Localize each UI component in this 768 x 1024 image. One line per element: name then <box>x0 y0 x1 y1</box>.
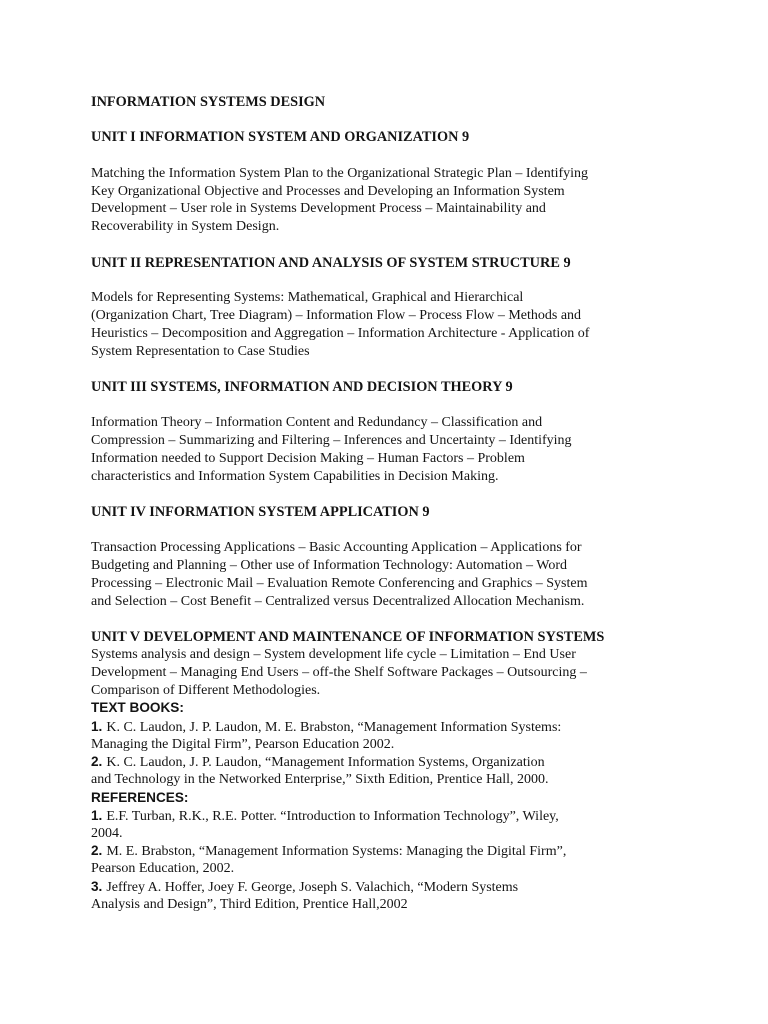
unit-5-text-line: Systems analysis and design – System development life cycle – Limitation – End User <box>91 647 576 662</box>
unit-3-text-line: Compression – Summarizing and Filtering – Inferences and Uncertainty – Identifying <box>91 433 572 448</box>
item-text: K. C. Laudon, J. P. Laudon, M. E. Brabston, “Management Information Systems: <box>106 720 562 735</box>
item-number: 1. <box>91 719 103 734</box>
unit-3-text-line: characteristics and Information System Capabilities in Decision Making. <box>91 469 499 484</box>
unit-5-text-line: Comparison of Different Methodologies. <box>91 683 321 698</box>
reference-item <box>91 878 518 897</box>
item-number: 3. <box>91 879 103 894</box>
reference-item <box>91 842 566 861</box>
unit-2-text-line: (Organization Chart, Tree Diagram) – Information Flow – Process Flow – Methods and <box>91 308 582 323</box>
unit-5-heading: UNIT V DEVELOPMENT AND MAINTENANCE OF INFORMATION SYSTEMS <box>91 629 605 645</box>
unit-4-heading: UNIT IV INFORMATION SYSTEM APPLICATION 9 <box>91 504 430 520</box>
unit-3-text-line: Information needed to Support Decision Making – Human Factors – Problem <box>91 451 525 466</box>
unit-3-text-line: Information Theory – Information Content and Redundancy – Classification and <box>91 415 543 430</box>
unit-2-text-line: System Representation to Case Studies <box>91 344 310 359</box>
text-book-item <box>91 718 561 737</box>
unit-1-text-line: Recoverability in System Design. <box>91 219 280 234</box>
item-text: Jeffrey A. Hoffer, Joey F. George, Joseph S. Valachich, “Modern Systems <box>106 880 519 895</box>
unit-1-text-line: Development – User role in Systems Development Process – Maintainability and <box>91 201 546 216</box>
unit-2-text-line: Models for Representing Systems: Mathematical, Graphical and Hierarchical <box>91 290 524 305</box>
text-book-item-continuation: Managing the Digital Firm”, Pearson Education 2002. <box>91 737 395 752</box>
unit-2-heading: UNIT II REPRESENTATION AND ANALYSIS OF SYSTEM STRUCTURE 9 <box>91 255 571 271</box>
document-title: INFORMATION SYSTEMS DESIGN <box>91 94 326 110</box>
unit-2-text-line: Heuristics – Decomposition and Aggregation – Information Architecture - Application of <box>91 326 590 341</box>
unit-5-text-line: Development – Managing End Users – off-the Shelf Software Packages – Outsourcing – <box>91 665 587 680</box>
item-number: 2. <box>91 843 103 858</box>
reference-item <box>91 807 559 826</box>
unit-1-heading: UNIT I INFORMATION SYSTEM AND ORGANIZATION 9 <box>91 129 470 145</box>
unit-4-text-line: Transaction Processing Applications – Basic Accounting Application – Applications for <box>91 540 582 555</box>
reference-item-continuation: 2004. <box>91 826 123 841</box>
unit-4-text-line: Budgeting and Planning – Other use of Information Technology: Automation – Word <box>91 558 568 573</box>
unit-1-text-line: Matching the Information System Plan to the Organizational Strategic Plan – Identifying <box>91 166 589 181</box>
item-text: M. E. Brabston, “Management Information Systems: Managing the Digital Firm”, <box>106 844 567 859</box>
text-book-item-continuation: and Technology in the Networked Enterprise,” Sixth Edition, Prentice Hall, 2000. <box>91 772 549 787</box>
item-number: 1. <box>91 808 103 823</box>
unit-4-text-line: Processing – Electronic Mail – Evaluation Remote Conferencing and Graphics – System <box>91 576 588 591</box>
references-heading: REFERENCES: <box>91 790 189 805</box>
item-text: E.F. Turban, R.K., R.E. Potter. “Introduction to Information Technology”, Wiley, <box>106 809 559 824</box>
unit-1-text-line: Key Organizational Objective and Processes and Developing an Information System <box>91 184 565 199</box>
reference-item-continuation: Analysis and Design”, Third Edition, Prentice Hall,2002 <box>91 897 408 912</box>
text-books-heading: TEXT BOOKS: <box>91 700 184 715</box>
item-number: 2. <box>91 754 103 769</box>
unit-3-heading: UNIT III SYSTEMS, INFORMATION AND DECISION THEORY 9 <box>91 379 513 395</box>
unit-4-text-line: and Selection – Cost Benefit – Centralized versus Decentralized Allocation Mechanism. <box>91 594 585 609</box>
reference-item-continuation: Pearson Education, 2002. <box>91 861 235 876</box>
text-book-item <box>91 753 545 772</box>
item-text: K. C. Laudon, J. P. Laudon, “Management Information Systems, Organization <box>106 755 545 770</box>
